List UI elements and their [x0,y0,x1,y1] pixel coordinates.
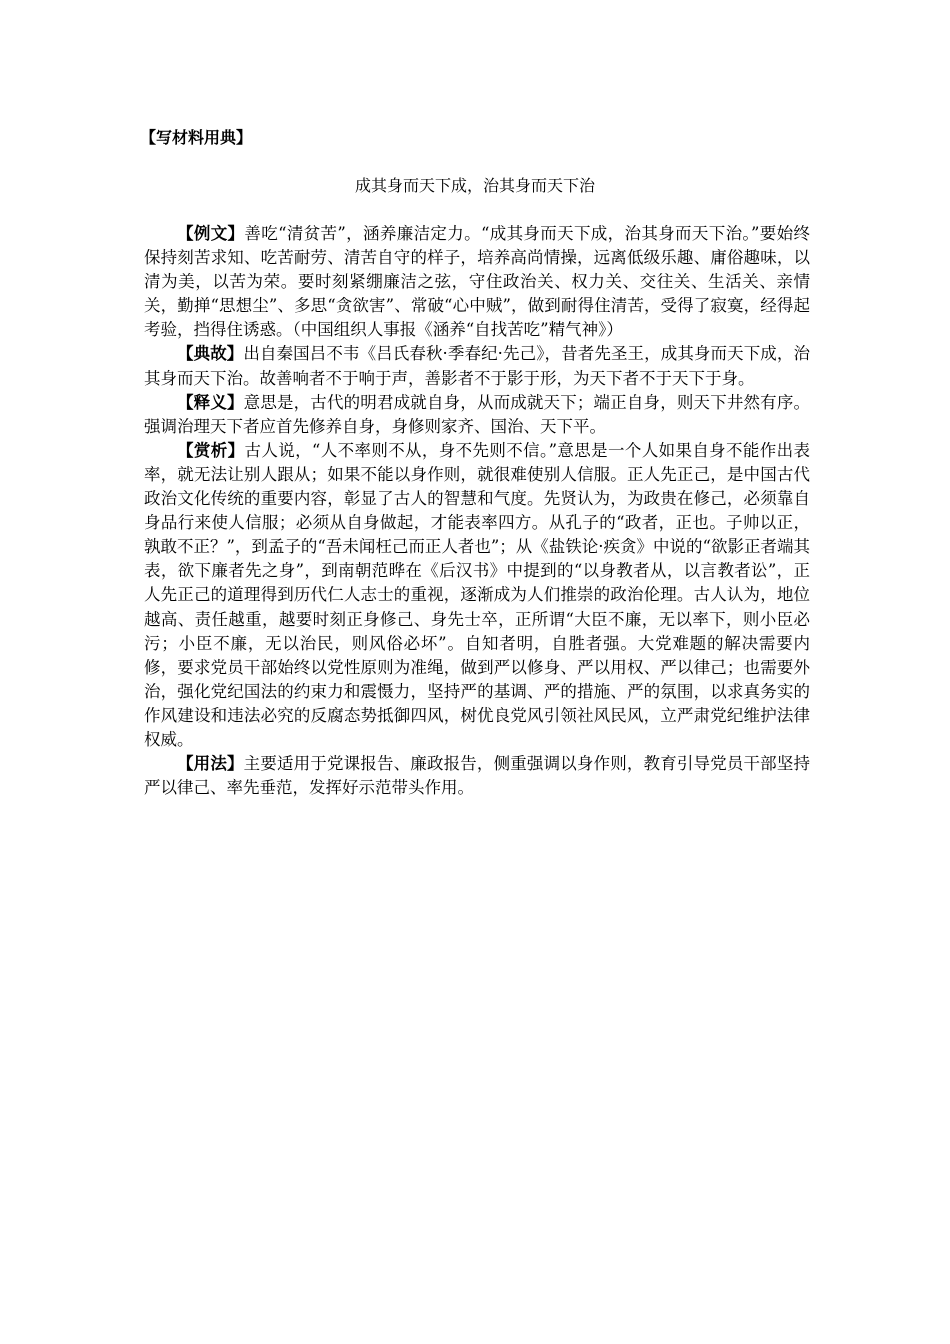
section-text: 善吃“清贫苦”，涵养廉洁定力。“成其身而天下成，治其身而天下治。”要始终保持刻苦求知、吃苦耐劳、清苦自守的样子，培养高尚情操，远离低级乐趣、庸俗趣味，以清为美，以苦为荣。要时刻紧绷廉洁之弦，守住政治关、权力关、交往关、生活关、亲情关，勤掸“思想尘”、多思“贪欲害”、常破“心中贼”，做到耐得住清苦，受得了寂寞，经得起考验，挡得住诱惑。（中国组织人事报《涵养“自找苦吃”精气神》） [144,224,810,340]
header-tag: 【写材料用典】 [140,128,253,147]
section-label: 【例文】 [177,224,245,243]
document-body [144,222,810,800]
section-label: 【赏析】 [177,440,245,460]
section-text: 出自秦国吕不韦《吕氏春秋·季春纪·先己》，昔者先圣王，成其身而天下成，治其身而天下治。故善响者不于响于声，善影者不于影于形，为天下者不于天下于身。 [144,344,810,388]
section-label: 【典故】 [177,344,244,364]
section-text: 主要适用于党课报告、廉政报告，侧重强调以身作则，教育引导党员干部坚持严以律己、率先垂范，发挥好示范带头作用。 [144,754,811,798]
section-text: 意思是，古代的明君成就自身，从而成就天下；端正自身，则天下井然有序。强调治理天下者应首先修养自身，身修则家齐、国治、天下平。 [144,392,811,436]
section-example [144,222,810,342]
document-title: 成其身而天下成，治其身而天下治 [354,176,595,195]
section-label: 【用法】 [177,754,244,774]
section-source [144,342,810,390]
section-label: 【释义】 [177,392,244,412]
section-text: 古人说，“人不率则不从，身不先则不信。”意思是一个人如果自身不能作出表率，就无法让别人跟从；如果不能以身作则，就很难使别人信服。正人先正己，是中国古代政治文化传统的重要内容，彰显了古人的智慧和气度。先贤认为，为政贵在修己，必须靠自身品行来使人信服；必须从自身做起，才能表率四方。从孔子的“政者，正也。子帅以正，孰敢不正？”，到孟子的“吾未闻枉己而正人者也”；从《盐铁论·疾贪》中说的“欲影正者端其表，欲下廉者先之身”，到南朝范晔在《后汉书》中提到的“以身教者从，以言教者讼”，正人先正己的道理得到历代仁人志士的重视，逐渐成为人们推崇的政治伦理。古人认为，地位越高、责任越重，越要时刻正身修己、身先士卒，正所谓“大臣不廉，无以率下，则小臣必污；小臣不廉，无以治民，则风俗必坏”。自知者明，自胜者强。大党难题的解决需要内修，要求党员干部始终以党性原则为准绳，做到严以修身、严以用权、严以律己；也需要外治，强化党纪国法的约束力和震慑力，坚持严的基调、严的措施、严的氛围，以求真务实的作风建设和违法必究的反腐态势抵御四风，树优良党风引领社风民风，立严肃党纪维护法律权威。 [144,440,811,749]
section-meaning [144,391,810,439]
section-analysis [144,439,810,752]
section-usage [144,752,810,800]
